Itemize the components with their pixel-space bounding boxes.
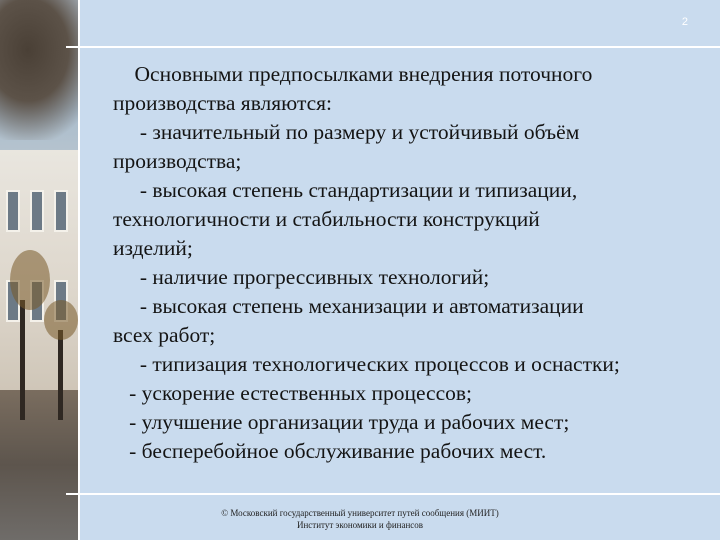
text-line: всех работ;	[113, 323, 216, 347]
tree-trunk	[58, 330, 63, 420]
window	[30, 190, 44, 232]
frame-vertical-line	[78, 0, 80, 540]
text-line: производства являются:	[113, 91, 333, 115]
footer	[190, 507, 530, 531]
tree-leaves	[44, 300, 78, 340]
text-line: изделий;	[113, 236, 193, 260]
street-ground	[0, 390, 78, 540]
footer-institute: Институт экономики и финансов	[296, 520, 424, 530]
tree-trunk	[20, 300, 25, 420]
text-line: - улучшение организации труда и рабочих мест;	[113, 410, 570, 434]
text-line: - типизация технологических процессов и оснастки;	[113, 352, 620, 376]
text-line: производства;	[113, 149, 242, 173]
text-line: - бесперебойное обслуживание рабочих мест.	[113, 439, 547, 463]
text-line: - наличие прогрессивных технологий;	[113, 265, 490, 289]
frame-top-line	[66, 46, 720, 48]
text-line: технологичности и стабильности конструкций	[113, 207, 540, 231]
tree-leaves	[10, 250, 50, 310]
page-number: 2	[681, 16, 688, 28]
slide-body	[113, 60, 703, 466]
footer-copyright: © Московский государственный университет путей сообщения (МИИТ)	[221, 508, 499, 518]
window	[54, 190, 68, 232]
building-photo	[0, 0, 78, 540]
tree-canopy	[0, 0, 78, 140]
frame-bottom-line	[66, 493, 720, 495]
window	[6, 190, 20, 232]
text-line: - значительный по размеру и устойчивый объём	[113, 120, 580, 144]
text-line: Основными предпосылками внедрения поточного	[113, 62, 593, 86]
text-line: - высокая степень механизации и автоматизации	[113, 294, 584, 318]
text-line: - ускорение естественных процессов;	[113, 381, 473, 405]
text-line: - высокая степень стандартизации и типизации,	[113, 178, 578, 202]
